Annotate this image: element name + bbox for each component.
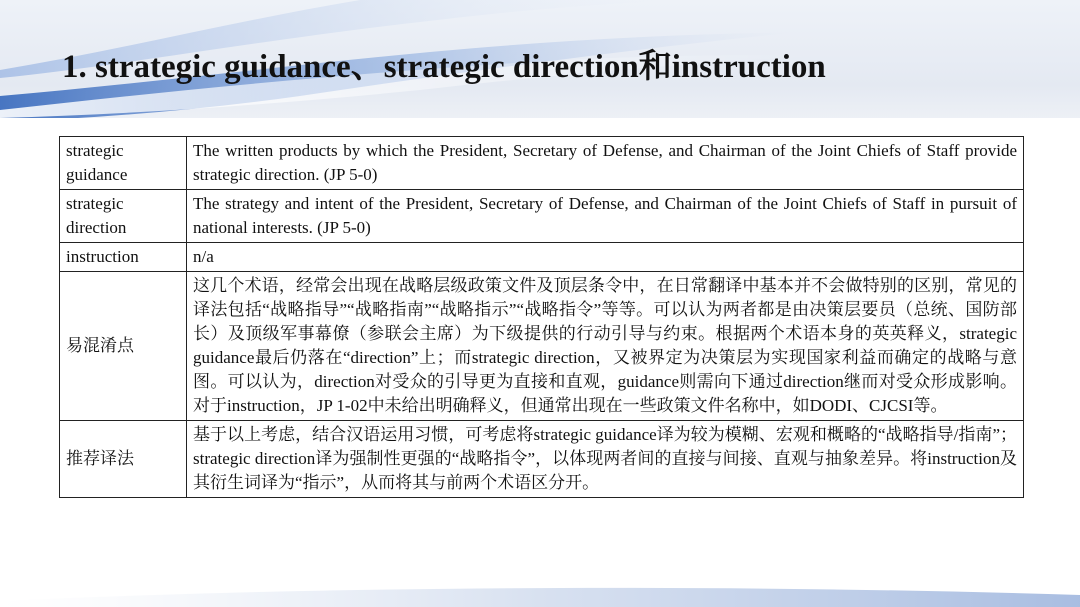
terminology-table: [59, 136, 1024, 498]
table-row: [60, 272, 1024, 421]
table-row: [60, 137, 1024, 190]
term-cell: instruction: [60, 243, 187, 272]
definition-cell: 这几个术语，经常会出现在战略层级政策文件及顶层条令中，在日常翻译中基本并不会做特别的区别，常见的译法包括“战略指导”“战略指南”“战略指示”“战略指令”等等。可以认为两者都是由决策层要员（总统、国防部长）及顶级军事幕僚（参联会主席）为下级提供的行动引导与约束。根据两个术语本身的英英释义，strategic guidance最后仍落在“direction”上；而strategic direction，又被界定为决策层为实现国家利益而确定的战略与意图。可以认为，direction对受众的引导更为直接和直观，guidance则需向下通过direction继而对受众形成影响。对于instruction，JP 1-02中未给出明确释义，但通常出现在一些政策文件名称中，如DODI、CJCSI等。: [187, 272, 1024, 421]
definition-cell: n/a: [187, 243, 1024, 272]
terminology-table-container: [59, 136, 1024, 498]
term-cell: 易混淆点: [60, 272, 187, 421]
term-cell: 推荐译法: [60, 421, 187, 498]
slide-footer-decoration: [0, 577, 1080, 607]
table-row: [60, 190, 1024, 243]
definition-cell: 基于以上考虑，结合汉语运用习惯，可考虑将strategic guidance译为较为模糊、宏观和概略的“战略指导/指南”；strategic direction译为强制性更强的“战略指令”，以体现两者间的直接与间接、直观与抽象差异。将instruction及其衍生词译为“指示”，从而将其与前两个术语区分开。: [187, 421, 1024, 498]
footer-swoosh-decoration: [0, 577, 1080, 607]
table-row: [60, 421, 1024, 498]
slide-title: 1. strategic guidance、strategic direction和instruction: [62, 49, 826, 85]
term-cell: strategic direction: [60, 190, 187, 243]
definition-cell: The written products by which the President, Secretary of Defense, and Chairman of the Joint Chiefs of Staff provide strategic direction. (JP 5-0): [187, 137, 1024, 190]
slide-header: [0, 0, 1080, 122]
table-row: [60, 243, 1024, 272]
term-cell: strategic guidance: [60, 137, 187, 190]
definition-cell: The strategy and intent of the President, Secretary of Defense, and Chairman of the Joint Chiefs of Staff in pursuit of national interests. (JP 5-0): [187, 190, 1024, 243]
